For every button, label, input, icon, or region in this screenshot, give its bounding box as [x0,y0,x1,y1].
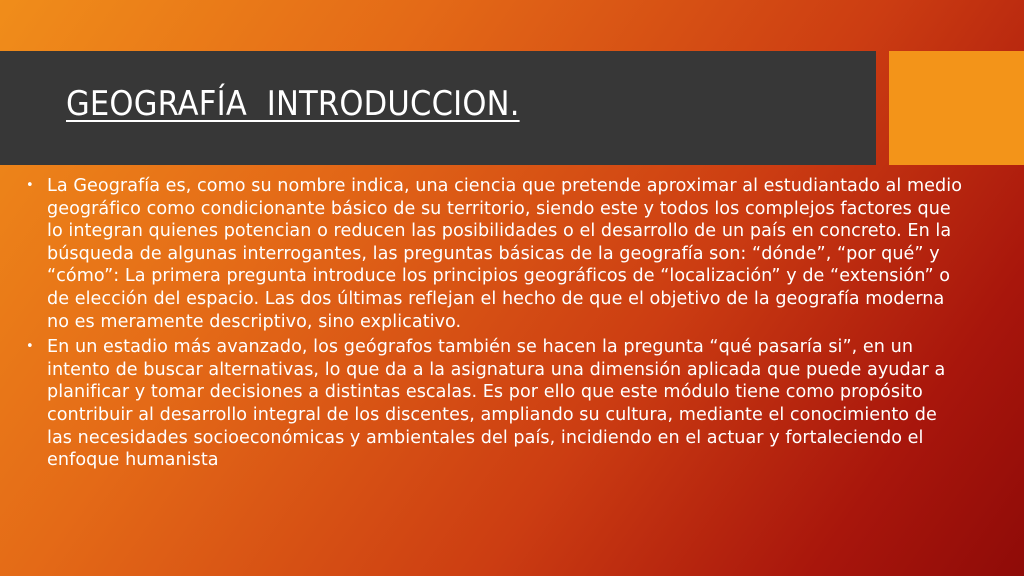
bullet-text: En un estadio más avanzado, los geógrafos también se hacen la pregunta “qué pasaría si”, en un intento de buscar alternativas, lo que da a la asignatura una dimensión aplicada que puede ayudar a planificar y tomar decisiones a distintas escalas. Es por ello que este módulo tiene como propósito contribuir al desarrollo integral de los discentes, ampliando su cultura, mediante el conocimiento de las necesidades socioeconómicas y ambientales del país, incidiendo en el actuar y fortaleciendo el enfoque humanista [47,337,946,471]
slide-title: GEOGRAFÍA INTRODUCCION. [66,84,520,124]
accent-square [889,51,1024,165]
bullet-item-estadio-avanzado [22,336,967,472]
bullet-item-geografia-definicion [22,175,967,333]
bullet-dot-icon: • [26,339,34,355]
bullet-list [22,175,967,475]
bullet-text: La Geografía es, como su nombre indica, una ciencia que pretende aproximar al estudiantado al medio geográfico como condicionante básico de su territorio, siendo este y todos los complejos factores que lo integran quienes potencian o reducen las posibilidades o el desarrollo de un país en concreto. En la búsqueda de algunas interrogantes, las preguntas básicas de la geografía son: “dónde”, “por qué” y “cómo”: La primera pregunta introduce los principios geográficos de “localización” y de “extensión” o de elección del espacio. Las dos últimas reflejan el hecho de que el objetivo de la geografía moderna no es meramente descriptivo, sino explicativo. [47,176,963,332]
bullet-dot-icon: • [26,178,34,193]
